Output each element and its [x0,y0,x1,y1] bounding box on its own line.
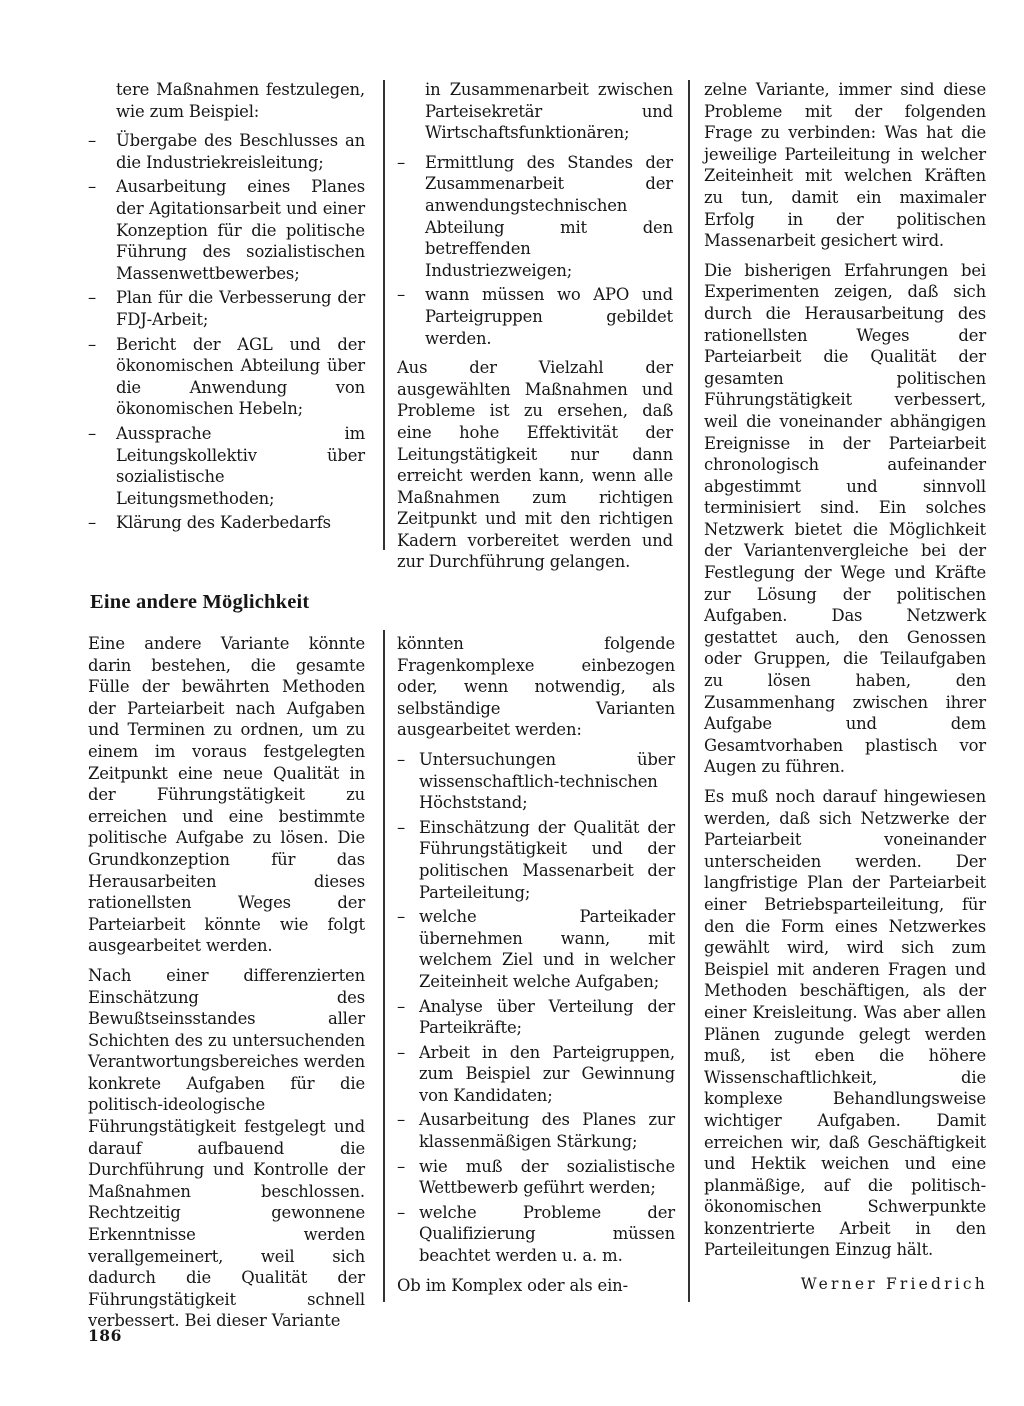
paragraph: könnten folgende Fragenkomplexe einbezogen oder, wenn notwendig, als selbständige Varianten ausgearbeitet werden: [397,634,675,740]
list-item: – welche Parteikader übernehmen wann, mit welchem Ziel und in welcher Zeiteinheit welche Aufgaben; [397,906,675,992]
list-item: – Arbeit in den Parteigruppen, zum Beispiel zur Gewinnung von Kandidaten; [397,1042,675,1107]
column-right [704,79,986,1269]
list-item: – Aussprache im Leitungskollektiv über sozialistische Leitungsmethoden; [88,423,365,509]
list-item: – Bericht der AGL und der ökonomischen Abteilung über die Anwendung von ökonomischen Hebeln; [88,334,365,420]
column-top-left [88,79,365,542]
paragraph: in Zusammenarbeit zwischen Parteisekretär und Wirtschaftsfunktionären; [425,80,673,143]
column-bottom-left [88,633,365,1340]
list-item: – Untersuchungen über wissenschaftlich-technischen Höchststand; [397,749,675,814]
paragraph: zelne Variante, immer sind diese Probleme mit der folgenden Frage zu verbinden: Was hat die jeweilige Parteileitung in welcher Zeiteinheit mit welchen Kräften zu tun, damit ein maximaler Erfolg in der politischen Massenarbeit gesichert wird. [704,80,986,251]
list-item: – wann müssen wo APO und Parteigruppen gebildet werden. [397,284,673,349]
list-item: – Einschätzung der Qualität der Führungstätigkeit und der politischen Massenarbeit der Parteileitung; [397,817,675,903]
list-item: – Analyse über Verteilung der Parteikräfte; [397,996,675,1039]
measure-list [397,152,673,349]
column-rule [383,630,385,1302]
paragraph: Es muß noch darauf hingewiesen werden, daß sich Netzwerke der Parteiarbeit voneinander unterscheiden werden. Der langfristige Plan der Parteiarbeit einer Betriebsparteileitung, für den die Form eines Netzwerkes gewählt wird, wird sich zum Beispiel mit anderen Fragen und Methoden beschäftigen, als der einer Kreisleitung. Was aber allen Plänen zugunde gelegt werden muß, ist eben die höhere Wissenschaftlichkeit, die komplexe Behandlungsweise wichtiger Aufgaben. Damit erreichen wir, daß Geschäftigkeit und Hektik weichen und eine planmäßige, auf die politisch-ökonomischen Schwerpunkte konzentrierte Arbeit in den Parteileitungen Einzug hält. [704,787,986,1260]
list-item: – Plan für die Verbesserung der FDJ-Arbeit; [88,287,365,330]
list-item: – Ermittlung des Standes der Zusammenarbeit der anwendungstechnischen Abteilung mit den betreffenden Industriezweigen; [397,152,673,282]
paragraph: Eine andere Variante könnte darin bestehen, die gesamte Fülle der bewährten Methoden der Parteiarbeit nach Aufgaben und Terminen zu ordnen, um zu einem im voraus festgelegten Zeitpunkt eine neue Qualität in der Führungstätigkeit zu erreichen und eine bestimmte politische Aufgabe zu lösen. Die Grundkonzeption für das Herausarbeiten dieses rationellsten Weges der Parteiarbeit könnte wie folgt ausgearbeitet werden. [88,634,365,956]
list-item: – welche Probleme der Qualifizierung müssen beachtet werden u. a. m. [397,1202,675,1267]
column-rule [688,80,690,1302]
column-bottom-middle [397,633,675,1304]
list-item: – wie muß der sozialistische Wettbewerb geführt werden; [397,1156,675,1199]
paragraph: Nach einer differenzierten Einschätzung des Bewußtseinsstandes aller Schichten des zu untersuchenden Verantwortungsbereiches werden konkrete Aufgaben für die politisch-ideologische Führungstätigkeit festgelegt und darauf aufbauend die Durchführung und Kontrolle der Maßnahmen beschlossen. Rechtzeitig gewonnene Erkenntnisse werden verallgemeinert, weil sich dadurch die Qualität der Führungstätigkeit schnell verbessert. Bei dieser Variante [88,965,365,1331]
question-list [397,749,675,1267]
paragraph: tere Maßnahmen festzulegen, wie zum Beispiel: [116,80,365,121]
measure-list [88,130,365,534]
list-item: – Übergabe des Beschlusses an die Industriekreisleitung; [88,130,365,173]
column-top-middle [397,79,673,581]
list-item: – Ausarbeitung des Planes zur klassenmäßigen Stärkung; [397,1109,675,1152]
author-signature: Werner Friedrich [800,1275,988,1293]
column-rule [383,80,385,550]
section-heading: Eine andere Möglichkeit [90,591,310,613]
list-item: – Ausarbeitung eines Planes der Agitationsarbeit und einer Konzeption für die politische Führung des sozialistischen Massenwettbewerbes; [88,176,365,284]
paragraph: Ob im Komplex oder als ein- [397,1275,628,1295]
paragraph: Aus der Vielzahl der ausgewählten Maßnahmen und Probleme ist zu ersehen, daß eine hohe Effektivität der Leitungstätigkeit nur dann erreicht werden kann, wenn alle Maßnahmen zum richtigen Zeitpunkt und mit den richtigen Kadern vorbereitet werden und zur Durchführung gelangen. [397,358,673,572]
page-number: 186 [88,1326,122,1345]
list-item: – Klärung des Kaderbedarfs [88,512,365,534]
paragraph: Die bisherigen Erfahrungen bei Experimenten zeigen, daß sich durch die Herausarbeitung des rationellsten Weges der Parteiarbeit die Qualität der gesamten politischen Führungstätigkeit verbessert, weil die voneinander abhängigen Ereignisse in der Parteiarbeit chronologisch aufeinander abgestimmt und sinnvoll terminisiert sind. Ein solches Netzwerk bietet die Möglichkeit der Variantenvergleiche bei der Festlegung der Wege und Kräfte zur Lösung der politischen Aufgaben. Das Netzwerk gestattet auch, den Genossen oder Gruppen, die Teilaufgaben zu lösen haben, den Zusammenhang zwischen ihrer Aufgabe und dem Gesamtvorhaben plastisch vor Augen zu führen. [704,260,986,777]
